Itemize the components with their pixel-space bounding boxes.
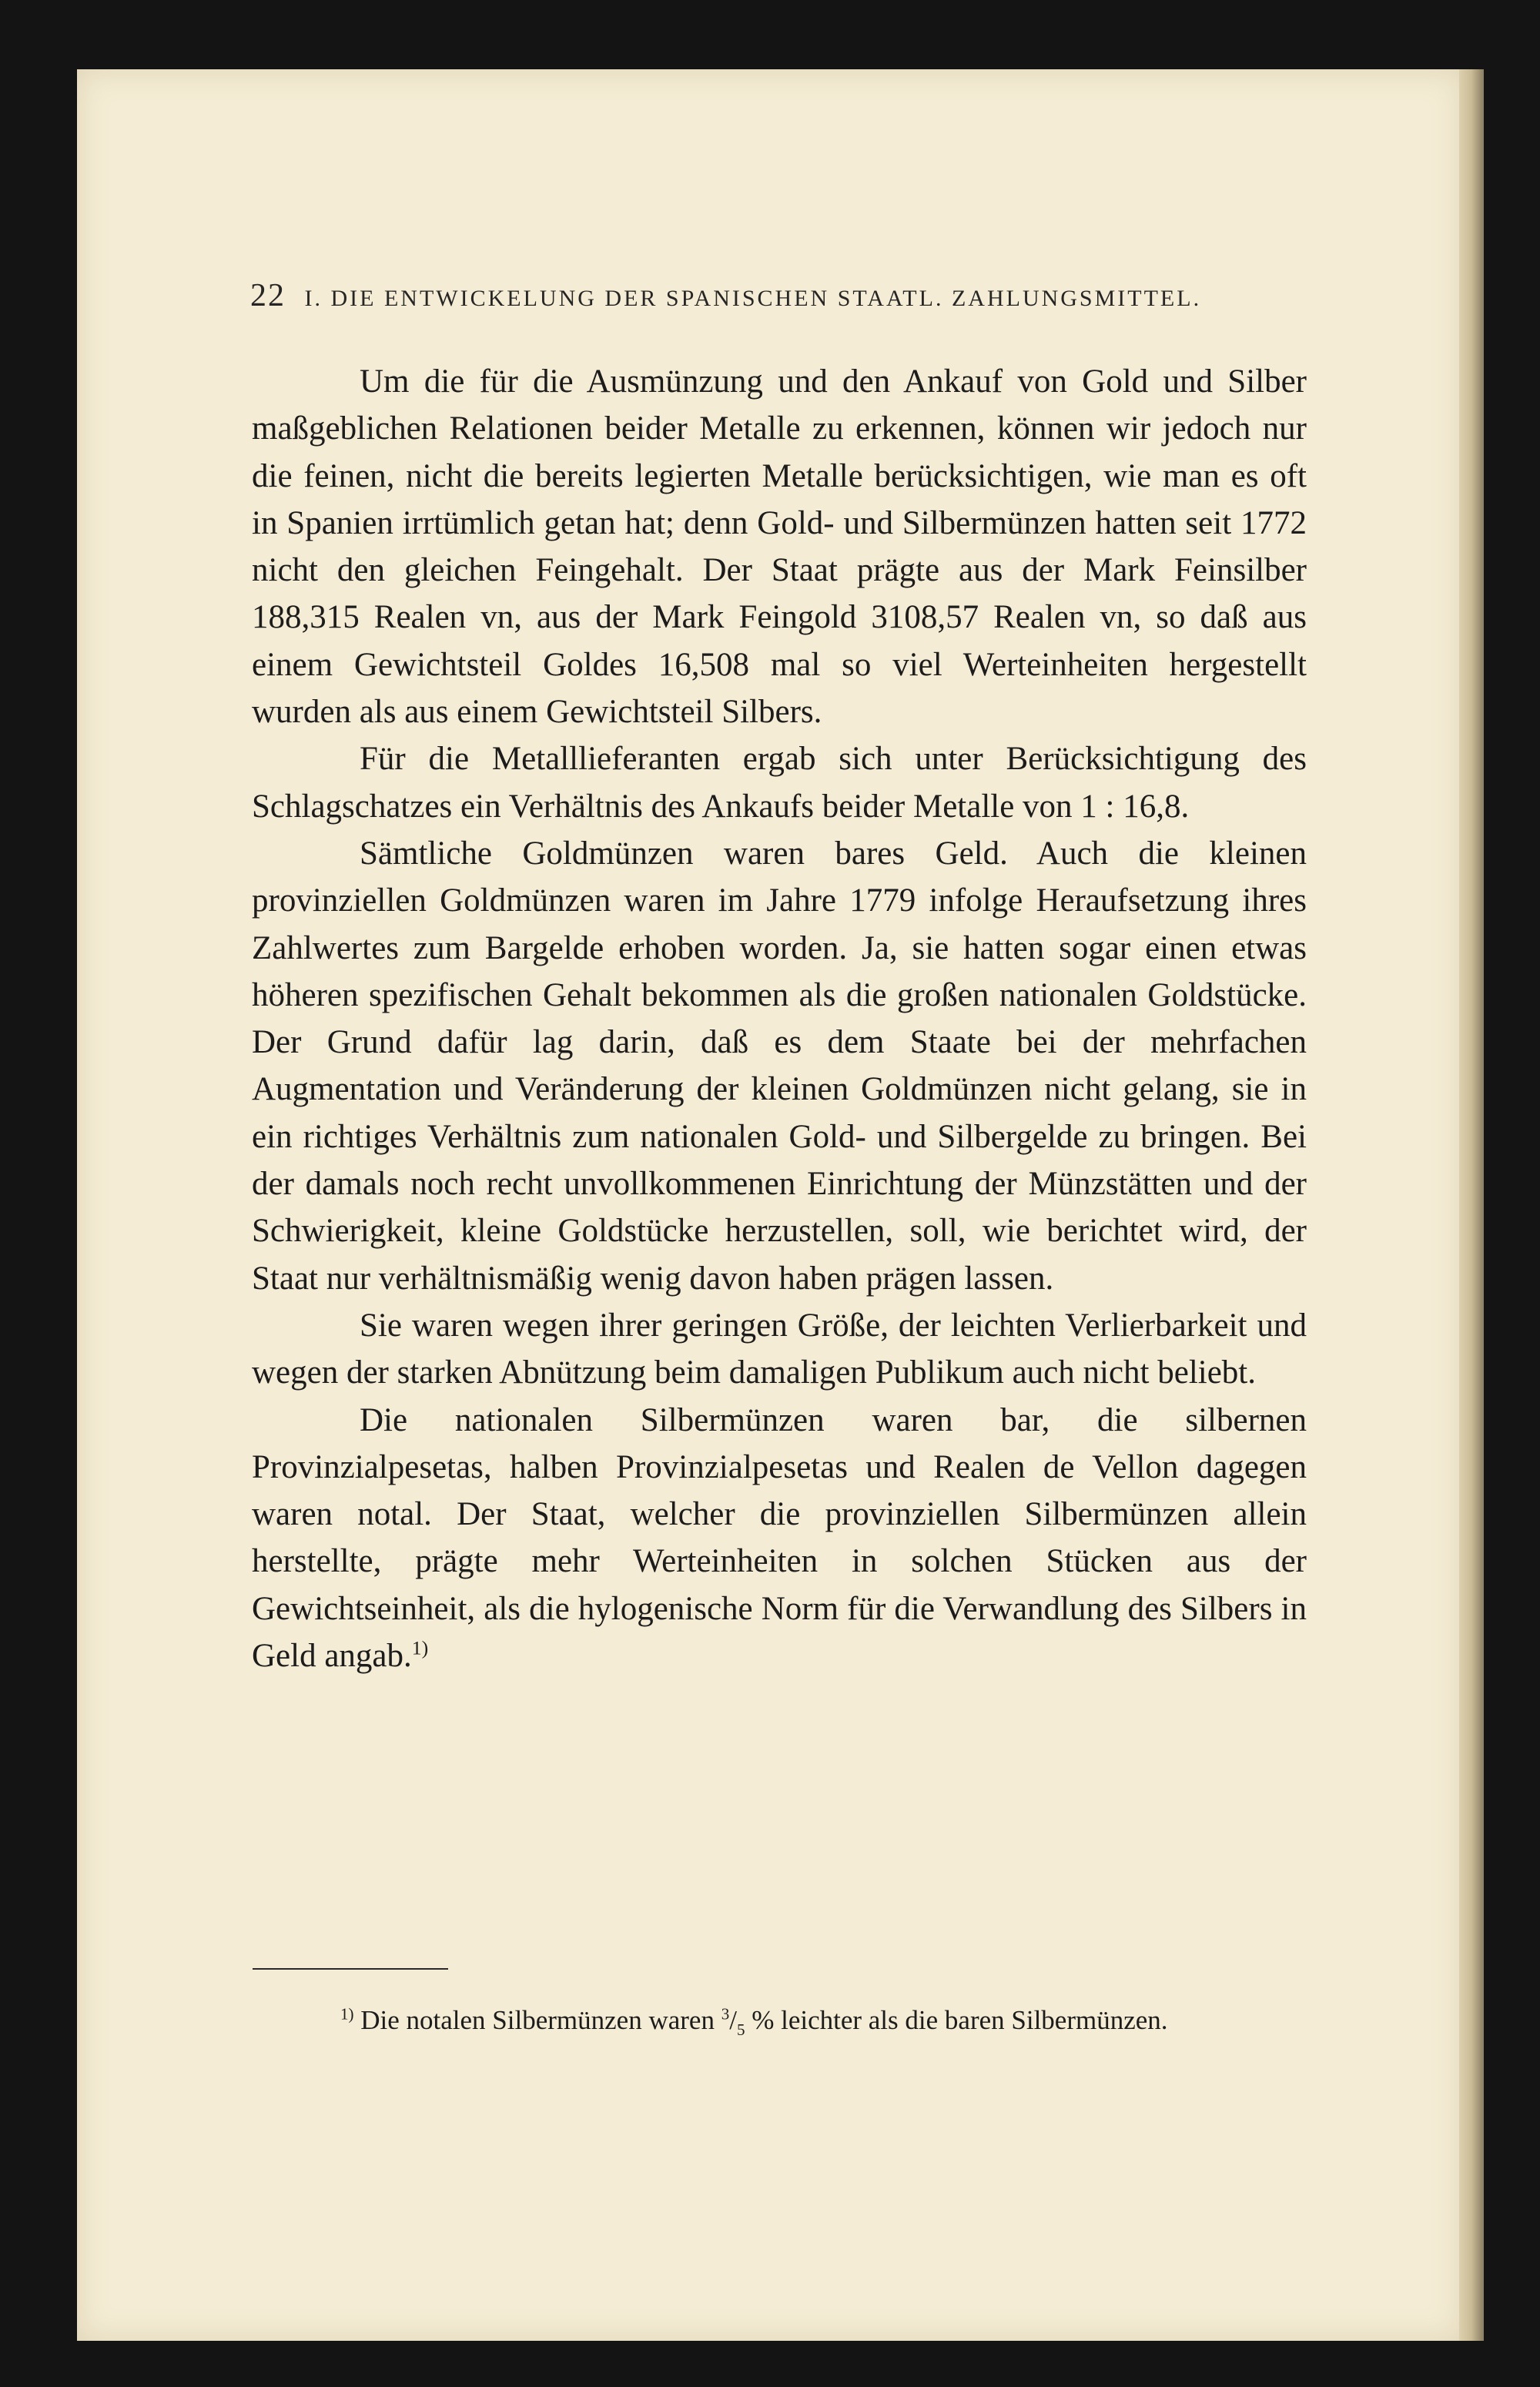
fraction-denominator: 5 bbox=[736, 2020, 745, 2039]
footnote-reference[interactable]: 1) bbox=[411, 1636, 429, 1659]
paragraph: Sämtliche Goldmünzen waren bares Geld. Auch die kleinen provinziellen Goldmünzen waren im Jahre 1779 infolge Heraufsetzung ihres Zahlwertes zum Bargelde erhoben worden. Ja, sie hatten sogar einen etwas höheren spezifischen Gehalt bekommen als die großen nationalen Goldstücke. Der Grund dafür lag darin, daß es dem Staate bei der mehrfachen Augmentation und Veränderung der kleinen Goldmünzen nicht gelang, sie in ein richtiges Verhältnis zum nationalen Gold- und Silbergelde zu bringen. Bei der damals noch recht unvollkommenen Einrichtung der Münzstätten und der Schwierigkeit, kleine Goldstücke herzustellen, soll, wie berichtet wird, der Staat nur verhältnismäßig wenig davon haben prägen lassen. bbox=[252, 835, 1307, 1297]
paragraph: Um die für die Ausmünzung und den Ankauf von Gold und Silber maßgeblichen Relationen beider Metalle zu erkennen, können wir jedoch nur die feinen, nicht die bereits legierten Metalle berücksichtigen, wie man es oft in Spanien irrtümlich getan hat; denn Gold- und Silbermünzen hatten seit 1772 nicht den gleichen Feingehalt. Der Staat prägte aus der Mark Feinsilber 188,315 Realen vn, aus der Mark Feingold 3108,57 Realen vn, so daß aus einem Gewichtsteil Goldes 16,508 mal so viel Werteinheiten hergestellt wurden als aus einem Gewichtsteil Silbers. bbox=[252, 363, 1307, 731]
paragraph bbox=[252, 1397, 1307, 1680]
body-text bbox=[252, 358, 1307, 1679]
paragraph-text: Die nationalen Silbermünzen waren bar, die silbernen Provinzialpesetas, halben Provinzialpesetas und Realen de Vellon dagegen waren notal. Der Staat, welcher die provinziellen Silbermünzen allein herstellte, prägte mehr Werteinheiten in solchen Stücken aus der Gewichtseinheit, als die hylogenische Norm für die Verwandlung des Silbers in Geld angab. bbox=[252, 1401, 1307, 1675]
running-title: I. DIE ENTWICKELUNG DER SPANISCHEN STAATL. ZAHLUNGSMITTEL. bbox=[304, 286, 1202, 311]
fraction-numerator: 3 bbox=[721, 2004, 730, 2024]
page-number: 22 bbox=[250, 278, 286, 313]
paragraph: Sie waren wegen ihrer geringen Größe, der leichten Verlierbarkeit und wegen der starken Abnützung beim damaligen Publikum auch nicht beliebt. bbox=[252, 1307, 1307, 1391]
paragraph: Für die Metalllieferanten ergab sich unter Berücksichtigung des Schlagschatzes ein Verhältnis des Ankaufs beider Metalle von 1 : 16,8. bbox=[252, 741, 1307, 825]
footnote-text-before: Die notalen Silbermünzen waren bbox=[360, 2005, 715, 2035]
page-edge bbox=[1459, 69, 1484, 2341]
percent-sign: % bbox=[752, 2005, 775, 2035]
footnote-divider bbox=[253, 1968, 448, 1970]
footnote-marker: 1) bbox=[340, 2004, 354, 2024]
footnote: $^{1)}$ Die notalen Silbermünzen waren $^3/_5$ % leichter als die baren Silbermünzen. bbox=[340, 2004, 1168, 2039]
footnote-text-after: leichter als die baren Silbermünzen. bbox=[781, 2005, 1168, 2035]
running-header bbox=[250, 277, 1344, 314]
